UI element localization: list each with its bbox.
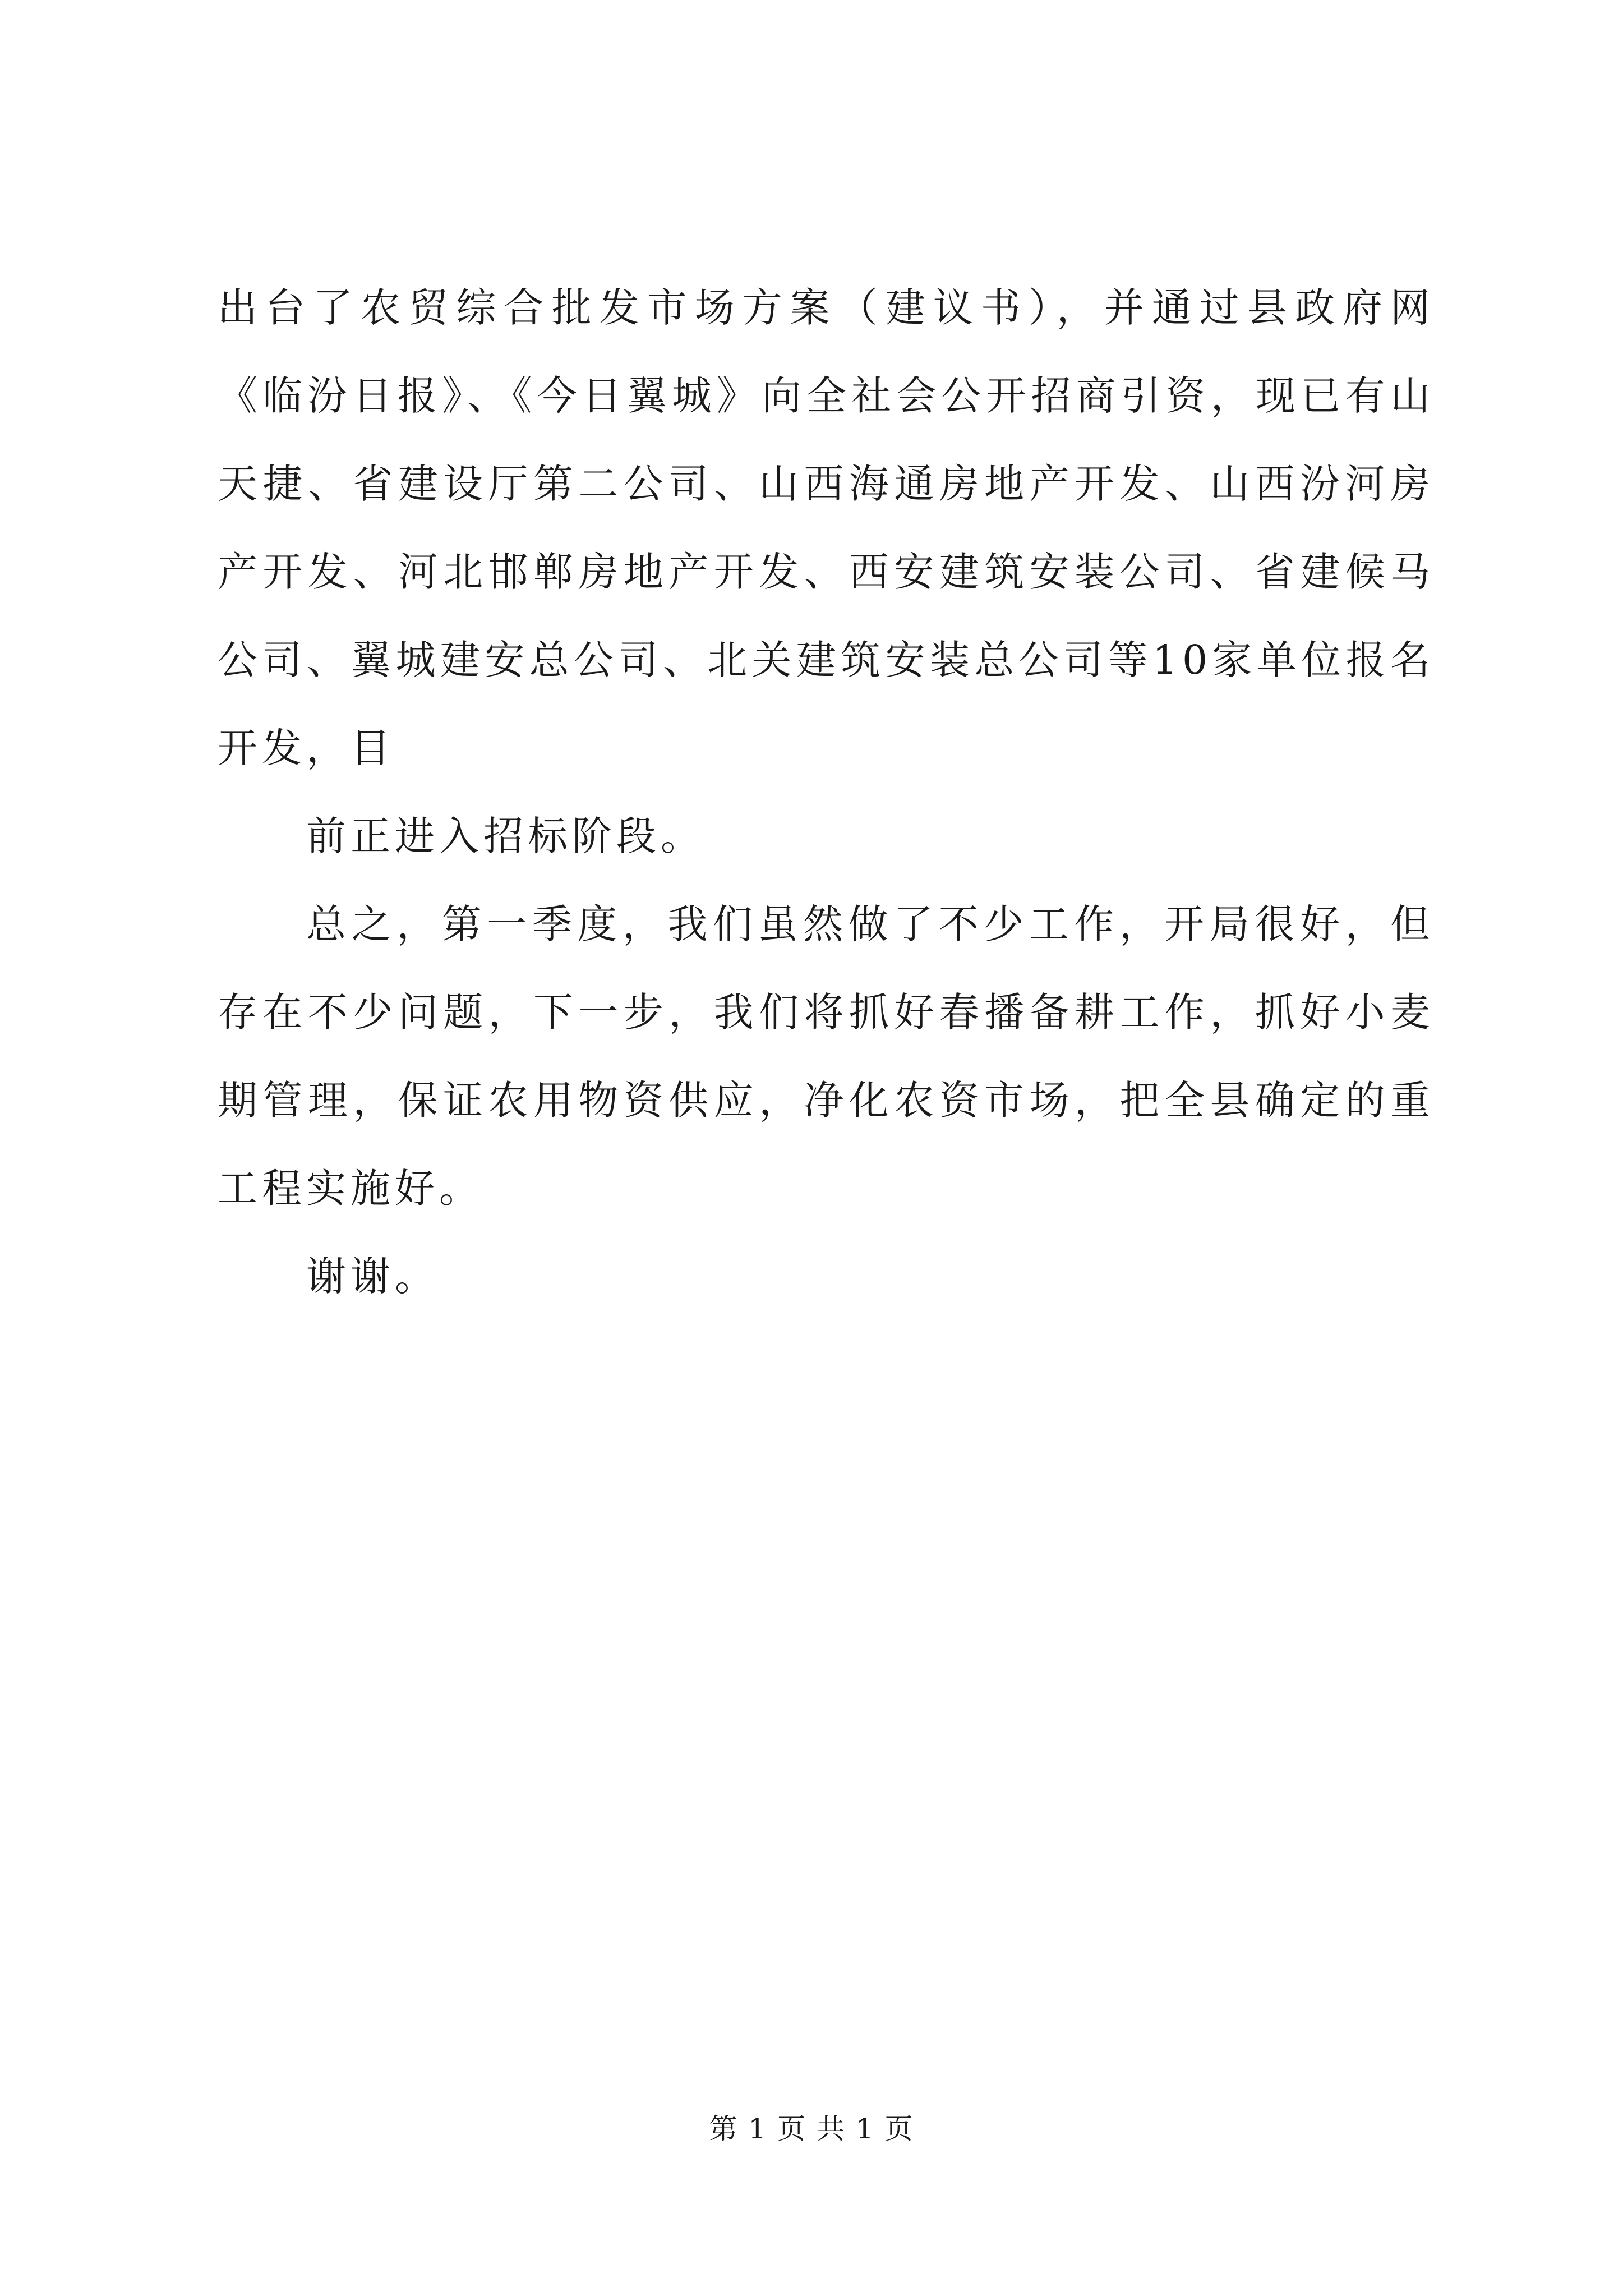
text-line: 公司、翼城建安总公司、北关建筑安装总公司等10家单位报名	[218, 637, 1435, 683]
paragraph-line: 总之，第一季度，我们虽然做了不少工作，开局很好，但	[306, 901, 1435, 947]
text-line: 产开发、河北邯郸房地产开发、西安建筑安装公司、省建候马	[218, 549, 1435, 595]
document-body	[218, 264, 1435, 1320]
text-line: 存在不少问题，下一步，我们将抓好春播备耕工作，抓好小麦	[218, 989, 1435, 1036]
text-line: 工程实施好。	[218, 1165, 484, 1212]
text-line: 《临汾日报》、《今日翼城》向全社会公开招商引资，现已有山	[218, 372, 1435, 419]
paragraph-line: 谢谢。	[306, 1253, 440, 1300]
text-line: 出台了农贸综合批发市场方案（建议书），并通过县政府网	[218, 284, 1435, 331]
text-line: 天捷、省建设厅第二公司、山西海通房地产开发、山西汾河房	[218, 461, 1435, 507]
page-number-footer: 第 1 页 共 1 页	[709, 2113, 914, 2145]
text-line: 期管理，保证农用物资供应，净化农资市场，把全县确定的重	[218, 1077, 1435, 1124]
text-line: 开发，目	[218, 725, 395, 771]
paragraph-line: 前正进入招标阶段。	[306, 813, 706, 859]
